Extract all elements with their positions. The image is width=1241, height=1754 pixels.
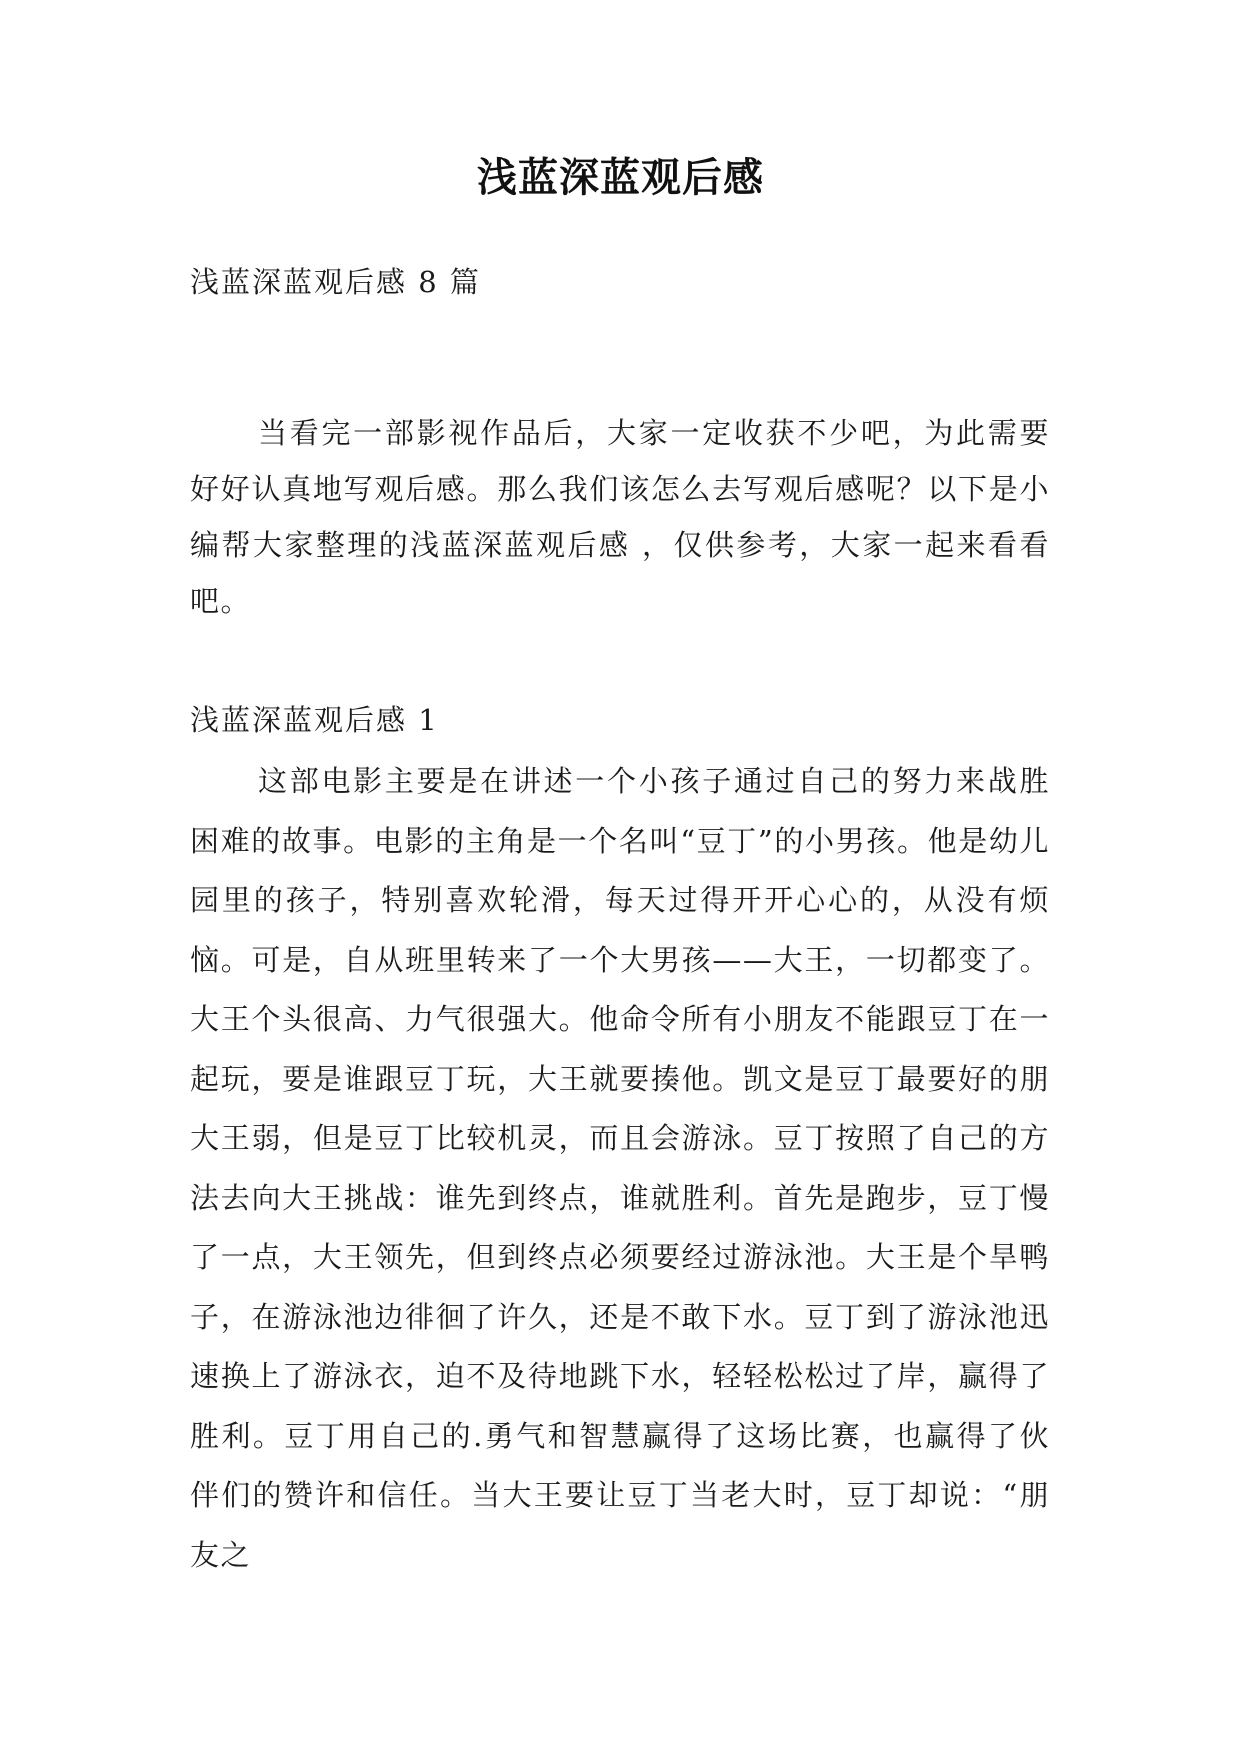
document-title: 浅蓝深蓝观后感 — [477, 154, 764, 201]
section-1-paragraph: 这部电影主要是在讲述一个小孩子通过自己的努力来战胜困难的故事。电影的主角是一个名叫“豆丁”的小男孩。他是幼儿园里的孩子，特别喜欢轮滑，每天过得开开心心的，从没有烦恼。可是，自从班里转来了一个大男孩——大王，一切都变了。大王个头很高、力气很强大。他命令所有小朋友不能跟豆丁在一起玩，要是谁跟豆丁玩，大王就要揍他。凯文是豆丁最要好的朋大王弱，但是豆丁比较机灵，而且会游泳。豆丁按照了自己的方法去向大王挑战：谁先到终点，谁就胜利。首先是跑步，豆丁慢了一点，大王领先，但到终点必须要经过游泳池。大王是个旱鸭子，在游泳池边徘徊了许久，还是不敢下水。豆丁到了游泳池迅速换上了游泳衣，迫不及待地跳下水，轻轻松松过了岸，赢得了胜利。豆丁用自己的.勇气和智慧赢得了这场比赛，也赢得了伙伴们的赞许和信任。当大王要让豆丁当老大时，豆丁却说：“朋友之 — [190, 764, 1050, 1572]
document-subtitle: 浅蓝深蓝观后感 8 篇 — [190, 265, 481, 299]
section-heading-1: 浅蓝深蓝观后感 1 — [190, 703, 439, 737]
intro-paragraph: 当看完一部影视作品后，大家一定收获不少吧，为此需要好好认真地写观后感。那么我们该怎么去写观后感呢？以下是小编帮大家整理的浅蓝深蓝观后感 ，仅供参考，大家一起来看看吧。 — [190, 416, 1050, 618]
